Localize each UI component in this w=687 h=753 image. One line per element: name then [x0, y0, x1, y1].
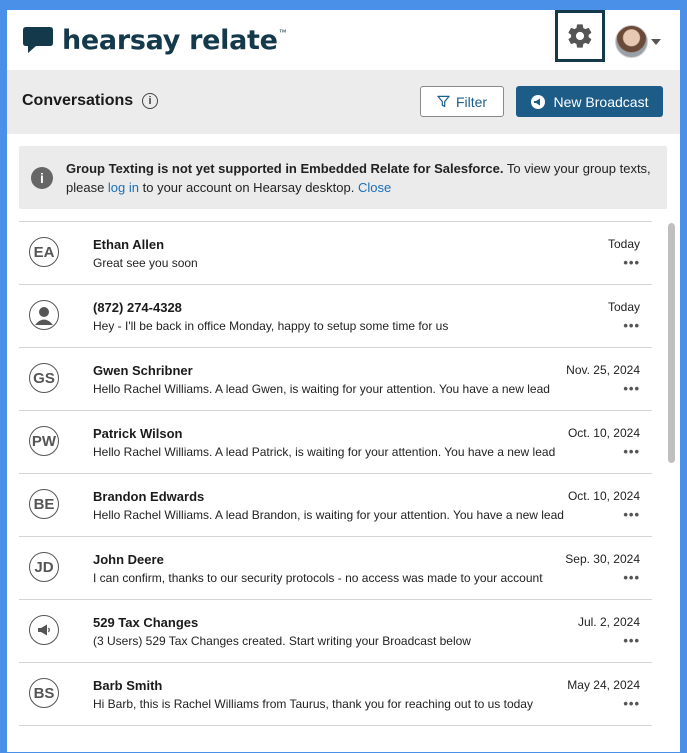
page-title: Conversations	[22, 92, 134, 109]
message-date: Today	[607, 237, 640, 251]
speech-bubble-logo-icon	[22, 25, 54, 55]
more-options-icon[interactable]: •••	[623, 570, 640, 585]
filter-funnel-icon	[437, 95, 450, 108]
logo-text: hearsay relate	[62, 24, 278, 56]
conversation-row[interactable]	[19, 537, 652, 600]
contact-name: Barb Smith	[93, 678, 163, 693]
message-date: Oct. 10, 2024	[567, 489, 640, 503]
conversation-row[interactable]	[19, 285, 652, 348]
gear-icon	[566, 22, 594, 50]
filter-button[interactable]	[420, 86, 504, 117]
more-options-icon[interactable]: •••	[623, 696, 640, 711]
settings-button[interactable]	[555, 10, 605, 62]
conversation-list	[19, 221, 652, 753]
header	[7, 10, 680, 70]
message-date: Nov. 25, 2024	[566, 363, 640, 377]
notice-bold-text: Group Texting is not yet supported in Embedded Relate for Salesforce.	[66, 161, 504, 176]
message-preview: Great see you soon	[93, 256, 198, 270]
more-options-icon[interactable]: •••	[623, 381, 640, 396]
initials-avatar: BS	[29, 678, 59, 708]
message-date: Sep. 30, 2024	[565, 552, 640, 566]
more-options-icon[interactable]: •••	[623, 255, 640, 270]
login-link[interactable]: log in	[107, 180, 139, 195]
contact-name: 529 Tax Changes	[93, 615, 199, 630]
conversation-row[interactable]	[19, 474, 652, 537]
person-avatar-icon	[29, 300, 59, 330]
more-options-icon[interactable]: •••	[623, 507, 640, 522]
contact-name: Ethan Allen	[93, 237, 165, 252]
conversation-row[interactable]	[19, 348, 652, 411]
chevron-down-icon[interactable]	[651, 39, 661, 45]
message-preview: I can confirm, thanks to our security protocols - no access was made to your account	[93, 571, 543, 585]
conversations-toolbar	[7, 70, 680, 134]
message-preview: Hey - I'll be back in office Monday, happy to setup some time for us	[93, 319, 449, 333]
group-texting-notice	[19, 146, 667, 209]
more-options-icon[interactable]: •••	[623, 633, 640, 648]
notice-text-2: to your account on Hearsay desktop.	[139, 180, 358, 195]
message-date: May 24, 2024	[567, 678, 640, 692]
app-window	[7, 10, 680, 752]
notice-text	[66, 159, 656, 197]
broadcast-avatar-icon	[29, 615, 59, 645]
initials-avatar: GS	[29, 363, 59, 393]
message-date: Oct. 10, 2024	[567, 426, 640, 440]
initials-avatar: EA	[29, 237, 59, 267]
scrollbar-thumb[interactable]	[668, 223, 675, 463]
conversation-row[interactable]	[19, 600, 652, 663]
close-notice-link[interactable]: Close	[357, 180, 392, 195]
info-icon[interactable]: i	[142, 93, 158, 109]
scrollbar[interactable]	[666, 221, 676, 752]
initials-avatar: PW	[29, 426, 59, 456]
message-preview: Hi Barb, this is Rachel Williams from Taurus, thank you for reaching out to us today	[93, 697, 533, 711]
message-preview: Hello Rachel Williams. A lead Gwen, is waiting for your attention. You have a new lead	[93, 382, 550, 396]
avatar[interactable]	[615, 25, 648, 58]
notice-text-1: To view your group texts, please	[66, 161, 651, 195]
conversation-row[interactable]	[19, 663, 652, 726]
conversation-row[interactable]	[19, 222, 652, 285]
message-preview: Hello Rachel Williams. A lead Brandon, is waiting for your attention. You have a new lead	[93, 508, 564, 522]
contact-name: Gwen Schribner	[93, 363, 193, 378]
initials-avatar: BE	[29, 489, 59, 519]
message-preview: (3 Users) 529 Tax Changes created. Start writing your Broadcast below	[93, 634, 471, 648]
new-broadcast-button[interactable]	[516, 86, 663, 117]
conversation-row[interactable]	[19, 411, 652, 474]
filter-label: Filter	[455, 93, 488, 110]
logo-trademark: ™	[278, 27, 287, 37]
message-preview: Hello Rachel Williams. A lead Patrick, is waiting for your attention. You have a new lead	[93, 445, 556, 459]
more-options-icon[interactable]: •••	[623, 318, 640, 333]
logo	[22, 22, 287, 58]
info-circle-icon: i	[31, 167, 53, 189]
profile-menu[interactable]	[615, 25, 661, 58]
initials-avatar: JD	[29, 552, 59, 582]
contact-name: (872) 274-4328	[93, 300, 182, 315]
contact-name: John Deere	[93, 552, 164, 567]
megaphone-icon	[531, 95, 545, 109]
contact-name: Patrick Wilson	[93, 426, 183, 441]
more-options-icon[interactable]: •••	[623, 444, 640, 459]
new-broadcast-label: New Broadcast	[553, 93, 649, 110]
message-date: Today	[607, 300, 640, 314]
message-date: Jul. 2, 2024	[577, 615, 640, 629]
contact-name: Brandon Edwards	[93, 489, 205, 504]
